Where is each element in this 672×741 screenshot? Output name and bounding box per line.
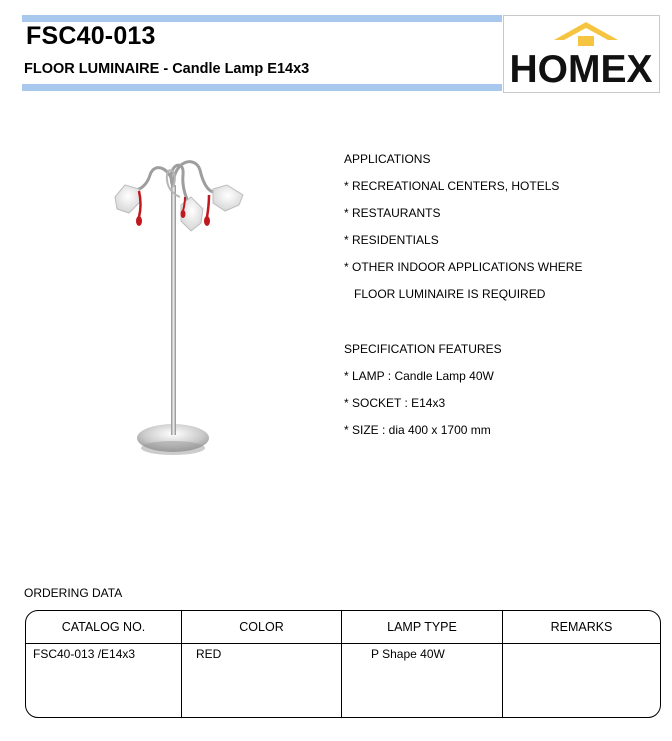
ordering-data-title: ORDERING DATA — [24, 586, 123, 600]
column-header-catalog: CATALOG NO. — [61, 620, 146, 634]
applications-section — [344, 146, 582, 308]
homex-logo — [503, 15, 660, 93]
application-item: * RESTAURANTS — [344, 206, 441, 220]
lamp-shade-left — [115, 185, 142, 226]
specification-section — [344, 336, 502, 444]
logo-text: HOMEX — [509, 48, 653, 91]
table-cell-lamp-type: P Shape 40W — [371, 647, 445, 661]
column-header-color: COLOR — [239, 620, 284, 634]
ordering-table — [25, 610, 661, 718]
header-band-top — [22, 15, 502, 22]
application-item: * RESIDENTIALS — [344, 233, 439, 247]
product-code: FSC40-013 — [26, 22, 156, 50]
application-item: * OTHER INDOOR APPLICATIONS WHERE — [344, 260, 583, 274]
table-header-divider — [26, 643, 660, 644]
table-cell-color: RED — [196, 647, 222, 661]
house-roof-icon — [504, 16, 659, 92]
product-subtitle: FLOOR LUMINAIRE - Candle Lamp E14x3 — [24, 61, 310, 77]
header-band-bottom — [22, 84, 502, 91]
column-header-lamp-type: LAMP TYPE — [387, 620, 457, 634]
application-item: * RECREATIONAL CENTERS, HOTELS — [344, 179, 560, 193]
spec-item-socket: * SOCKET : E14x3 — [344, 396, 446, 410]
specification-heading: SPECIFICATION FEATURES — [344, 342, 502, 356]
column-header-remarks: REMARKS — [550, 620, 613, 634]
spec-item-lamp: * LAMP : Candle Lamp 40W — [344, 369, 494, 383]
applications-heading: APPLICATIONS — [344, 152, 431, 166]
table-cell-catalog: FSC40-013 /E14x3 — [33, 647, 136, 661]
spec-item-size: * SIZE : dia 400 x 1700 mm — [344, 423, 491, 437]
lamp-shade-center — [181, 197, 204, 231]
application-item-continuation: FLOOR LUMINAIRE IS REQUIRED — [354, 287, 546, 301]
floor-lamp-image — [95, 145, 255, 470]
